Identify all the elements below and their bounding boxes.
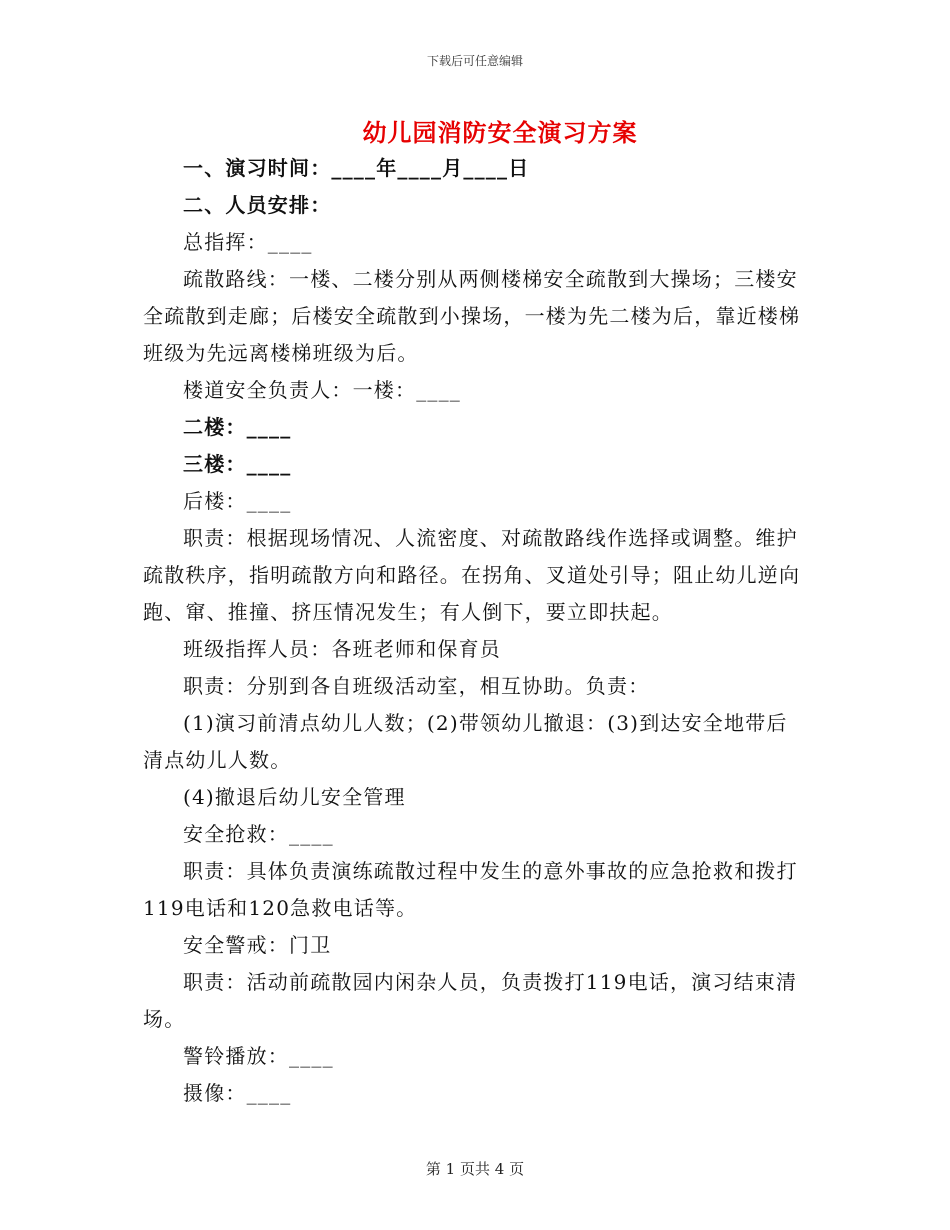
security-line: 安全警戒：门卫 bbox=[183, 933, 332, 957]
corridor-leader-line: 楼道安全负责人：一楼：____ bbox=[183, 378, 461, 402]
drill-time-heading: 一、演习时间：____年____月____日 bbox=[183, 156, 530, 180]
rescue-line: 安全抢救：____ bbox=[183, 822, 334, 846]
alarm-line: 警铃播放：____ bbox=[183, 1044, 334, 1068]
class-duties-items: (1)演习前清点幼儿人数；(2)带领幼儿撤退：(3)到达安全地带后清点幼儿人数。 bbox=[143, 711, 788, 772]
document-body bbox=[143, 150, 808, 1112]
page-footer: 第 1 页共 4 页 bbox=[425, 1160, 525, 1178]
rescue-duties-paragraph: 职责：具体负责演练疏散过程中发生的意外事故的应急抢救和拨打119电话和120急救电话等。 bbox=[143, 859, 798, 920]
commander-line: 总指挥：____ bbox=[183, 230, 313, 254]
document-title: 幼儿园消防安全演习方案 bbox=[362, 118, 638, 147]
class-duties-item-4: (4)撤退后幼儿安全管理 bbox=[183, 785, 406, 809]
personnel-heading: 二、人员安排： bbox=[183, 193, 332, 217]
camera-line: 摄像：____ bbox=[183, 1081, 292, 1105]
class-duties-line: 职责：分别到各自班级活动室，相互协助。负责： bbox=[183, 674, 650, 698]
corridor-duties-paragraph: 职责：根据现场情况、人流密度、对疏散路线作选择或调整。维护疏散秩序，指明疏散方向和路径。在拐角、叉道处引导；阻止幼儿逆向跑、窜、推撞、挤压情况发生；有人倒下，要立即扶起。 bbox=[143, 526, 801, 624]
third-floor-line: 三楼：____ bbox=[183, 452, 292, 476]
evacuation-route-paragraph: 疏散路线：一楼、二楼分别从两侧楼梯安全疏散到大操场；三楼安全疏散到走廊；后楼安全疏散到小操场，一楼为先二楼为后，靠近楼梯班级为先远离楼梯班级为后。 bbox=[143, 267, 801, 365]
page-header: 下载后可任意编辑 bbox=[426, 54, 523, 68]
security-duties-paragraph: 职责：活动前疏散园内闲杂人员，负责拨打119电话，演习结束清场。 bbox=[143, 970, 798, 1031]
class-commander-line: 班级指挥人员：各班老师和保育员 bbox=[183, 637, 501, 661]
rear-building-line: 后楼：____ bbox=[183, 489, 292, 513]
second-floor-line: 二楼：____ bbox=[183, 415, 292, 439]
